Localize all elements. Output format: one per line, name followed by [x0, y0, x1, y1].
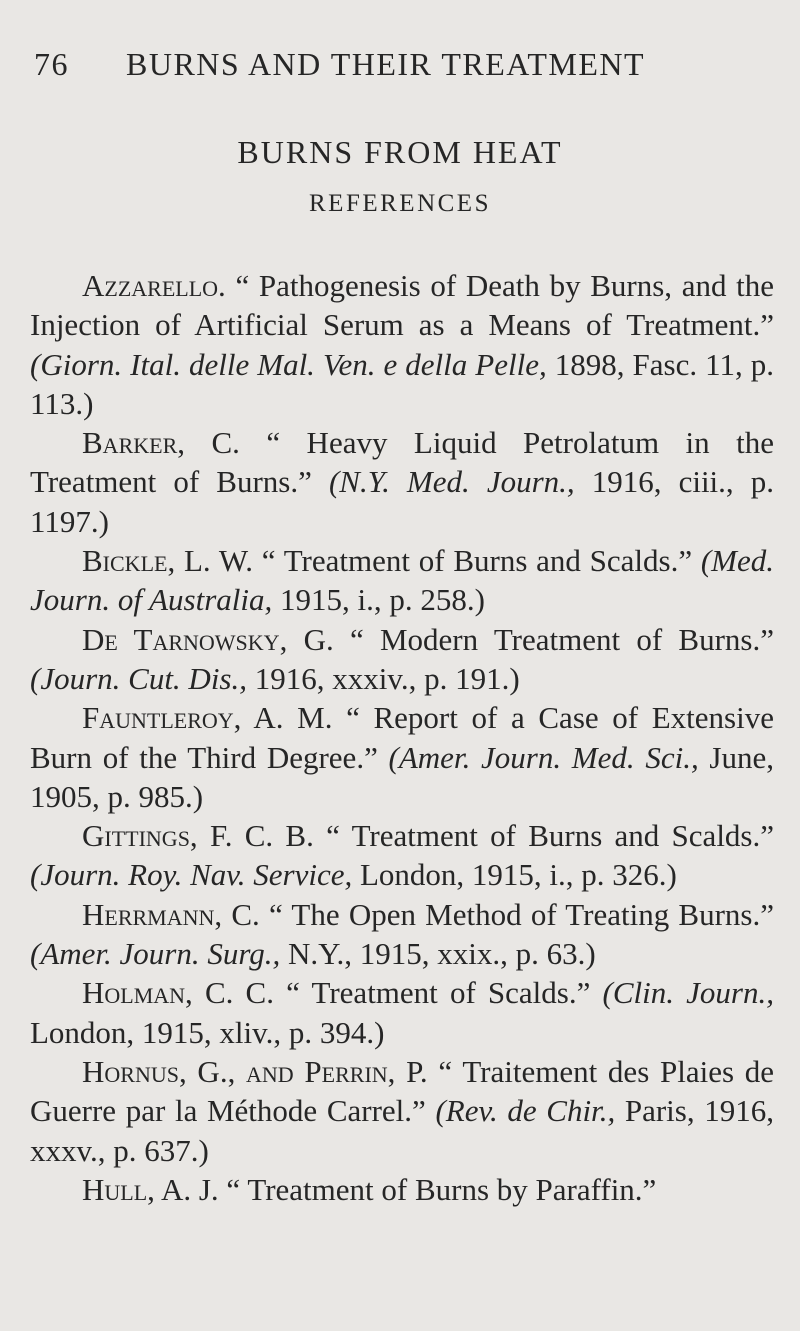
reference-entry	[30, 816, 774, 895]
reference-author: Barker, C.	[82, 425, 240, 461]
reference-details: Paris, 1916, xxxv., p. 637.)	[30, 1093, 775, 1168]
running-head-title: BURNS AND THEIR TREATMENT	[126, 46, 646, 82]
reference-journal: (N.Y. Med. Journ.,	[328, 464, 575, 500]
reference-details: June, 1905, p. 985.)	[30, 739, 774, 814]
reference-journal: (Clin. Journ.,	[602, 975, 774, 1011]
running-head	[34, 46, 645, 83]
reference-author: Hornus, G., and Perrin, P.	[82, 1053, 428, 1089]
reference-author: Herrmann, C.	[82, 896, 260, 932]
reference-author: Gittings, F. C. B.	[82, 818, 314, 854]
reference-details: London, 1915, i., p. 326.)	[352, 857, 677, 893]
reference-journal: (Amer. Journ. Surg.,	[30, 936, 281, 972]
reference-journal: (Journ. Roy. Nav. Service,	[30, 857, 353, 893]
reference-title: “ Traitement des Plaies de Guerre par la Méthode Carrel.”	[30, 1053, 775, 1129]
reference-author: Holman, C. C.	[82, 975, 274, 1011]
reference-details: 1916, xxxiv., p. 191.)	[247, 660, 520, 696]
reference-journal: (Giorn. Ital. delle Mal. Ven. e della Pelle,	[30, 346, 547, 382]
reference-journal: (Med. Journ. of Australia,	[30, 543, 775, 618]
reference-entry	[30, 895, 774, 974]
reference-entry	[30, 1052, 774, 1170]
reference-journal: (Amer. Journ. Med. Sci.,	[388, 739, 699, 775]
reference-details: 1916, ciii., p. 1197.)	[30, 464, 774, 539]
reference-entry	[30, 620, 774, 699]
reference-journal: (Rev. de Chir.,	[435, 1093, 616, 1129]
reference-author: Bickle, L. W.	[82, 543, 253, 579]
reference-title: “ Modern Treatment of Burns.”	[333, 621, 775, 657]
reference-details: 1915, i., p. 258.)	[272, 582, 485, 618]
reference-title: “ Pathogenesis of Death by Burns, and the Injection of Artificial Serum as a Means of Treatment.”	[30, 268, 774, 343]
reference-author: Hull, A. J.	[82, 1171, 219, 1207]
reference-title: “ The Open Method of Treating Burns.”	[259, 896, 775, 932]
reference-details: N.Y., 1915, xxix., p. 63.)	[280, 936, 596, 972]
reference-title: “ Treatment of Burns and Scalds.”	[253, 543, 701, 579]
reference-author: Fauntleroy, A. M.	[82, 700, 333, 736]
reference-author: De Tarnowsky, G.	[82, 621, 334, 657]
reference-journal: (Journ. Cut. Dis.,	[30, 660, 247, 696]
reference-entry	[30, 973, 774, 1052]
reference-author: Azzarello.	[82, 268, 226, 303]
reference-entry	[30, 541, 774, 620]
references-heading: REFERENCES	[309, 190, 491, 217]
reference-title: “ Report of a Case of Extensive Burn of the Third Degree.”	[30, 700, 774, 775]
reference-entry	[30, 1170, 774, 1209]
reference-details: 1898, Fasc. 11, p. 113.)	[30, 346, 774, 421]
reference-title: “ Treatment of Scalds.”	[273, 975, 603, 1011]
reference-title: “ Treatment of Burns by Paraffin.”	[218, 1171, 657, 1207]
reference-title: “ Treatment of Burns and Scalds.”	[313, 818, 775, 854]
reference-list	[30, 266, 774, 1209]
reference-entry	[30, 423, 774, 541]
reference-entry	[30, 266, 774, 423]
section-title: BURNS FROM HEAT	[237, 134, 563, 170]
reference-entry	[30, 698, 774, 816]
page-number: 76	[34, 46, 69, 82]
reference-title: “ Heavy Liquid Petrolatum in the Treatment of Burns.”	[30, 425, 774, 500]
reference-details: London, 1915, xliv., p. 394.)	[30, 1014, 385, 1050]
